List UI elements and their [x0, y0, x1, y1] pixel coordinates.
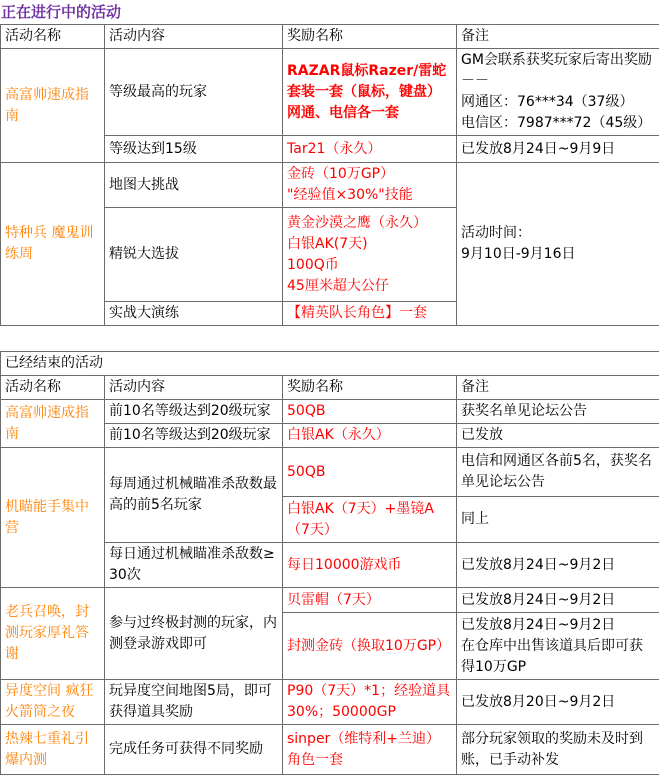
- reward-cell: P90（7天）*1；经验道具30%；50000GP: [283, 680, 457, 725]
- reward-cell: Tar21（永久）: [283, 136, 457, 163]
- notes-cell: 同上: [457, 497, 659, 543]
- notes-cell: 已发放: [457, 424, 659, 448]
- content-cell: 实战大演练: [105, 302, 283, 326]
- table-row: [1, 680, 659, 725]
- content-cell: 完成任务可获得不同奖励: [105, 725, 283, 775]
- content-cell: 参与过终极封测的玩家，内测登录游戏即可: [105, 588, 283, 680]
- active-events-title: 正在进行中的活动: [0, 0, 659, 24]
- column-header: 活动名称: [1, 376, 105, 400]
- table-row: [1, 163, 659, 208]
- content-cell: 每周通过机械瞄准杀敌数最高的前5名玩家: [105, 448, 283, 543]
- column-header: 奖励名称: [283, 376, 457, 400]
- notes-cell: 已发放8月24日~9月2日 在仓库中出售该道具后即可获得10万GP: [457, 613, 659, 680]
- content-cell: 地图大挑战: [105, 163, 283, 208]
- notes-cell: 已发放8月24日~9月2日: [457, 588, 659, 613]
- activity-name-cell: 机瞄能手集中营: [1, 448, 105, 588]
- notes-cell: 部分玩家领取的奖励未及时到账，已手动补发: [457, 725, 659, 775]
- table-row: [1, 400, 659, 424]
- reward-cell: 黄金沙漠之鹰（永久） 白银AK(7天) 100Q币 45厘米超大公仔: [283, 208, 457, 302]
- content-cell: 等级最高的玩家: [105, 49, 283, 136]
- ended-events-title: 已经结束的活动: [1, 352, 659, 376]
- column-header: 备注: [457, 376, 659, 400]
- reward-cell: 白银AK（永久）: [283, 424, 457, 448]
- notes-cell: 已发放8月24日~9月2日: [457, 543, 659, 588]
- notes-cell: 已发放8月20日~9月2日: [457, 680, 659, 725]
- reward-cell: 贝雷帽（7天）: [283, 588, 457, 613]
- reward-cell: 金砖（10万GP） "经验值×30%"技能: [283, 163, 457, 208]
- content-cell: 等级达到15级: [105, 136, 283, 163]
- column-header: 活动内容: [105, 376, 283, 400]
- content-cell: 前10名等级达到20级玩家: [105, 400, 283, 424]
- active-events-table: [0, 24, 659, 326]
- notes-cell: 获奖名单见论坛公告: [457, 400, 659, 424]
- reward-cell: 50QB: [283, 448, 457, 497]
- reward-cell: 封测金砖（换取10万GP）: [283, 613, 457, 680]
- reward-cell: 【精英队长角色】一套: [283, 302, 457, 326]
- content-cell: 每日通过机械瞄准杀敌数≥30次: [105, 543, 283, 588]
- notes-cell: GM会联系获奖玩家后寄出奖励－－ 网通区：76***34（37级） 电信区：7987***72（45级）: [457, 49, 659, 136]
- notes-cell: 电信和网通区各前5名，获奖名单见论坛公告: [457, 448, 659, 497]
- activity-name-cell: 特种兵 魔鬼训练周: [1, 163, 105, 326]
- reward-cell: sinper（维特利+兰迪）角色一套: [283, 725, 457, 775]
- activity-name-cell: 异度空间 疯狂火箭筒之夜: [1, 680, 105, 725]
- content-cell: 精锐大选拔: [105, 208, 283, 302]
- column-header: 备注: [457, 25, 659, 49]
- reward-cell: 50QB: [283, 400, 457, 424]
- column-header: 活动名称: [1, 25, 105, 49]
- reward-strong-cell: RAZAR鼠标Razer/雷蛇套装一套（鼠标，键盘） 网通、电信各一套: [283, 49, 457, 136]
- content-cell: 玩异度空间地图5局，即可获得道具奖励: [105, 680, 283, 725]
- reward-cell: 每日10000游戏币: [283, 543, 457, 588]
- notes-cell: 活动时间： 9月10日-9月16日: [457, 163, 659, 326]
- activity-name-cell: 高富帅速成指南: [1, 400, 105, 448]
- reward-cell: 白银AK（7天）+墨镜A（7天）: [283, 497, 457, 543]
- activity-name-cell: 热辣七重礼引爆内测: [1, 725, 105, 775]
- column-header: 奖励名称: [283, 25, 457, 49]
- notes-cell: 已发放8月24日~9月9日: [457, 136, 659, 163]
- activity-name-cell: 高富帅速成指南: [1, 49, 105, 163]
- table-row: [1, 49, 659, 136]
- content-cell: 前10名等级达到20级玩家: [105, 424, 283, 448]
- table-row: [1, 448, 659, 497]
- table-row: [1, 588, 659, 613]
- ended-events-table: [0, 351, 659, 775]
- column-header: 活动内容: [105, 25, 283, 49]
- activity-name-cell: 老兵召唤，封测玩家厚礼答谢: [1, 588, 105, 680]
